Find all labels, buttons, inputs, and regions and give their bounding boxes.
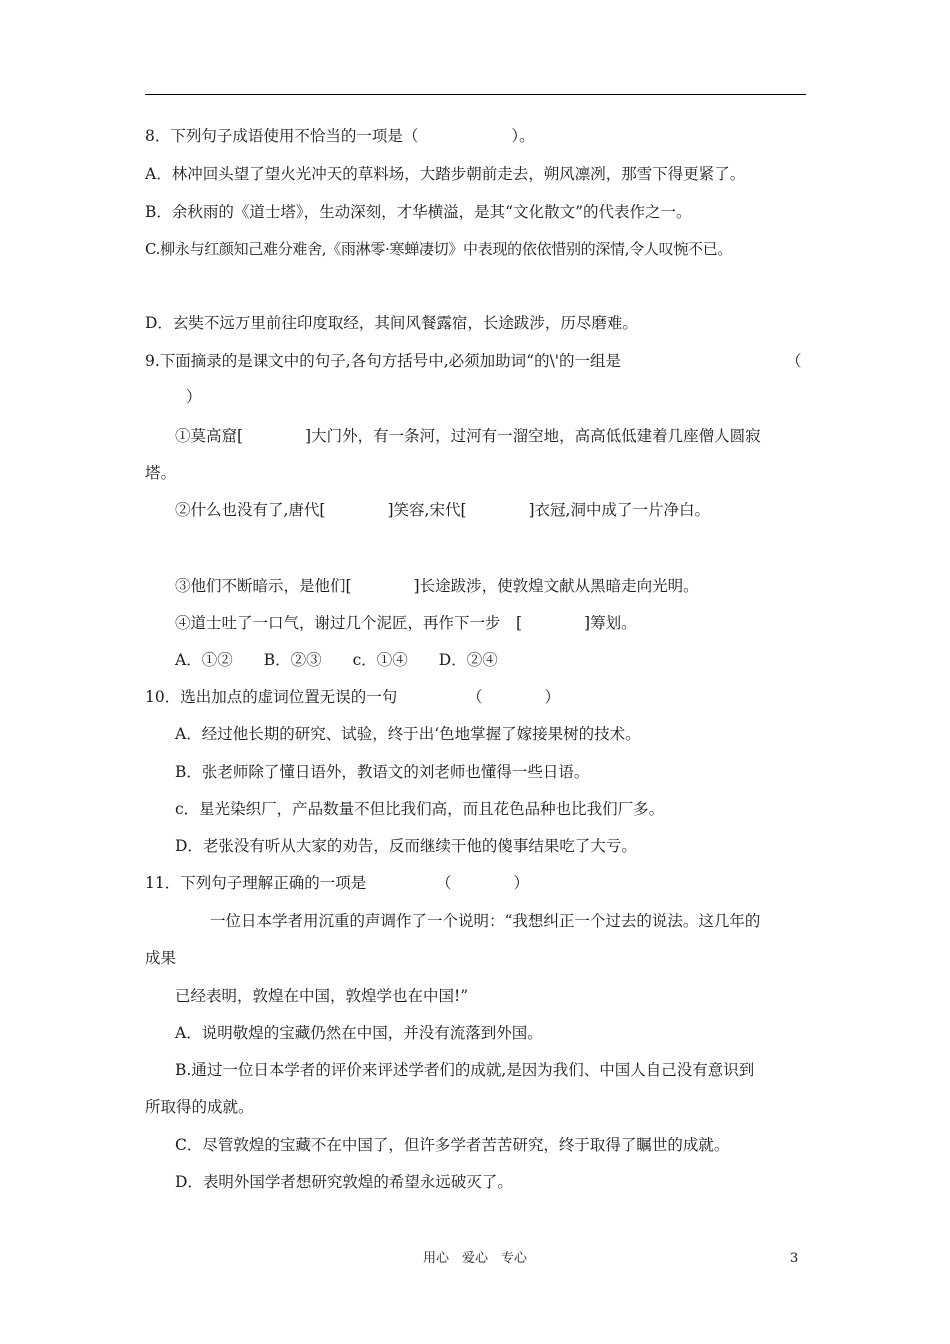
q10-stem: 10．选出加点的虚词位置无误的一句 （ ） xyxy=(145,688,560,706)
page-number: 3 xyxy=(790,1251,799,1266)
q11-quote: 一位日本学者用沉重的声调作了一个说明：“我想纠正一个过去的说法。这几年的 xyxy=(210,912,761,930)
q9-sentence-1-cont: 塔。 xyxy=(145,464,177,482)
header-rule xyxy=(145,94,806,95)
q11-stem: 11．下列句子理解正确的一项是 （ ） xyxy=(145,874,529,892)
q11-option-b-cont: 所取得的成就。 xyxy=(145,1098,254,1116)
q8-option-b: B．余秋雨的《道士塔》，生动深刻，才华横溢，是其“文化散文”的代表作之一。 xyxy=(145,203,692,221)
q10-option-c: c．星光染织厂，产品数量不但比我们高，而且花色品种也比我们厂多。 xyxy=(175,800,665,818)
q8-option-d: D．玄奘不远万里前往印度取经，其间风餐露宿，长途跋涉，历尽磨难。 xyxy=(145,314,638,332)
q11-option-b: B.通过一位日本学者的评价来评述学者们的成就,是因为我们、中国人自己没有意识到 xyxy=(175,1061,755,1079)
q11-quote-end: 已经表明，敦煌在中国，敦煌学也在中国!” xyxy=(175,987,469,1005)
q10-option-a: A．经过他长期的研究、试验，终于出‘色地掌握了嫁接果树的技术。 xyxy=(175,725,641,743)
q11-option-d: D．表明外国学者想研究敦煌的希望永远破灭了。 xyxy=(175,1173,513,1191)
q9-options: A．①② B．②③ c．①④ D．②④ xyxy=(175,651,498,669)
q10-option-b: B．张老师除了懂日语外，教语文的刘老师也懂得一些日语。 xyxy=(175,763,590,781)
q11-option-a: A．说明敬煌的宝藏仍然在中国，并没有流落到外国。 xyxy=(175,1024,543,1042)
q9-sentence-2: ②什么也没有了,唐代[ ]笑容,宋代[ ]衣冠,洞中成了一片净白。 xyxy=(175,501,710,519)
q9-paren-open: （ xyxy=(786,352,802,370)
q9-sentence-4: ④道士吐了一口气，谢过几个泥匠，再作下一步 [ ]筹划。 xyxy=(175,614,637,632)
q11-quote-cont: 成果 xyxy=(145,949,177,967)
q9-paren-close: ） xyxy=(186,388,202,406)
footer-motto: 用心 爱心 专心 xyxy=(422,1251,527,1266)
q9-sentence-1: ①莫高窟[ ]大门外，有一条河，过河有一溜空地，高高低低建着几座僧人圆寂 xyxy=(175,427,761,445)
q10-option-d: D．老张没有听从大家的劝告，反而继续干他的傻事结果吃了大亏。 xyxy=(175,837,637,855)
q8-option-c: C.柳永与红颜知己难分难舍,《雨淋零·寒蝉凄切》中表现的依依惜别的深情,令人叹惋不已。 xyxy=(145,240,733,258)
q8-stem: 8．下列句子成语使用不恰当的一项是（ ）。 xyxy=(145,127,535,145)
q8-option-a: A．林冲回头望了望火光冲天的草料场，大踏步朝前走去，朔风凛冽，那雪下得更紧了。 xyxy=(145,165,746,183)
q9-stem: 9.下面摘录的是课文中的句子,各句方括号中,必须加助词“的\'的一组是 xyxy=(145,352,622,370)
q9-sentence-3: ③他们不断暗示，是他们[ ]长途跋涉，使敦煌文献从黑暗走向光明。 xyxy=(175,577,699,595)
q11-option-c: C．尽管敦煌的宝藏不在中国了，但许多学者苦苦研究，终于取得了瞩世的成就。 xyxy=(175,1136,730,1154)
